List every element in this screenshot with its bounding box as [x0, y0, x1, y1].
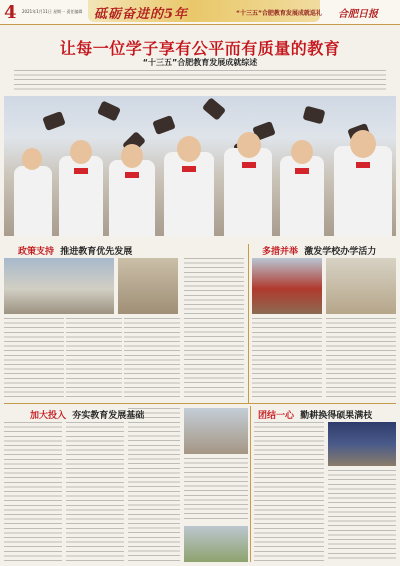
newspaper-logo: 合肥日报: [338, 9, 378, 20]
photo-school-building: [252, 258, 322, 314]
body-text-column: [66, 318, 122, 400]
section-heading-rest: 激发学校办学活力: [304, 247, 377, 257]
section-heading-rest: 勤耕换得硕果满枝: [300, 411, 373, 421]
banner-title: 砥砺奋进的5年: [94, 7, 189, 22]
photo-classroom: [4, 258, 114, 314]
section-heading-lead: 团结一心: [258, 411, 295, 421]
article-headline: 让每一位学子享有公平而有质量的教育: [59, 39, 341, 58]
body-text-column: [254, 422, 324, 562]
photo-students-reading: [118, 258, 178, 314]
section-heading-lead: 加大投入: [30, 411, 67, 421]
section-heading-rest: 推进教育优先发展: [60, 247, 133, 257]
lead-paragraph: [14, 70, 386, 92]
article-subheadline: “十三五”合肥教育发展成就综述: [142, 58, 258, 67]
body-text-column: [128, 408, 180, 562]
main-photo-students-throwing-caps: [4, 96, 396, 236]
column-divider: [248, 244, 249, 404]
page-number: 4: [4, 2, 17, 23]
body-text-column: [184, 258, 244, 400]
photo-students-activity: [326, 258, 396, 314]
photo-school-exterior: [184, 526, 248, 562]
section-heading-measures: [262, 244, 376, 257]
body-text-column: [4, 318, 64, 400]
banner-subtitle: “十三五”合肥教育发展成就巡礼: [236, 10, 322, 17]
body-text-column: [184, 458, 248, 522]
column-divider: [250, 406, 251, 562]
body-text-column: [252, 318, 322, 400]
section-heading-policy: [18, 244, 132, 257]
photo-auditorium-event: [328, 422, 396, 466]
date-line: 2021年1月11日 星期一 责任编辑: [22, 9, 83, 14]
section-heading-lead: 多措并举: [262, 247, 299, 257]
photo-campus: [184, 408, 248, 454]
section-divider: [4, 403, 396, 404]
body-text-column: [328, 470, 396, 562]
body-text-column: [124, 318, 180, 400]
section-heading-unity: [258, 408, 372, 421]
section-heading-rest: 夯实教育发展基础: [72, 411, 145, 421]
body-text-column: [4, 422, 62, 562]
section-heading-lead: 政策支持: [18, 247, 55, 257]
body-text-column: [326, 318, 396, 400]
body-text-column: [66, 422, 124, 562]
